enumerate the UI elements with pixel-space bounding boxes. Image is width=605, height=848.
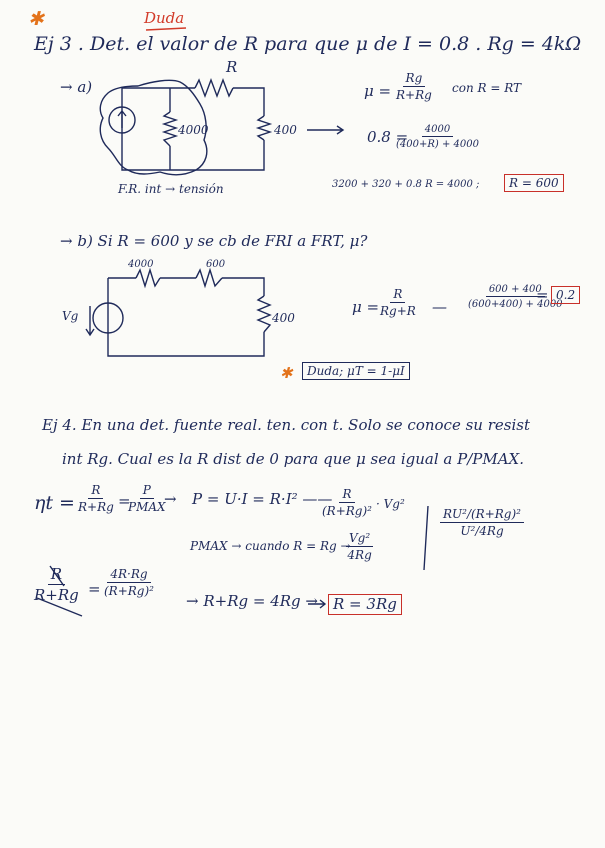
p-frac-den: (R+Rg)² <box>322 504 372 519</box>
arrow-to-formula-a <box>307 126 343 134</box>
duda-underline <box>146 28 186 30</box>
eta-f1-den: R+Rg <box>78 500 114 515</box>
current-source-arrow <box>118 111 126 128</box>
duda-title: Duda <box>144 9 185 27</box>
final-left-num: R <box>48 566 65 585</box>
frint-caption: F.R. int → tensión <box>118 182 224 196</box>
mu-b-dash: — <box>432 298 447 316</box>
eta-frac-2 <box>128 484 166 514</box>
p-frac-num: R <box>339 488 354 503</box>
duda-note-box: Duda; μT = 1-μI <box>302 362 410 380</box>
ej3-statement: Ej 3 . Det. el valor de R para que μ de I = 0.8 . Rg = 4kΩ <box>34 33 582 55</box>
mu-a-lhs: μ = <box>364 82 392 100</box>
resistor-600b-zigzag <box>196 270 222 286</box>
resistor-400-label: 400 <box>274 123 297 137</box>
eta-f2-den: PMAX <box>128 500 166 515</box>
solve-a-line: 3200 + 320 + 0.8 R = 4000 ; <box>332 179 480 190</box>
eta-eq: = <box>118 492 131 510</box>
resistor-400b-zigzag <box>258 296 270 332</box>
final-right-frac <box>104 568 154 598</box>
part-a-label: → a) <box>60 78 93 96</box>
final-right-num: 4R·Rg <box>107 568 150 583</box>
eq-a-num: 4000 <box>422 124 453 137</box>
eta-lhs: ηt = <box>34 492 75 514</box>
mu-a-den: R+Rg <box>396 88 432 103</box>
resistor-4000b-zigzag <box>136 270 160 286</box>
resistor-400-zigzag <box>258 116 270 140</box>
pmax-frac <box>346 532 373 562</box>
ej4-line1: Ej 4. En una det. fuente real. ten. con t. Solo se conoce su resist <box>42 416 530 434</box>
final-right-den: (R+Rg)² <box>104 584 154 599</box>
final-chain: → R+Rg = 4Rg → <box>186 592 318 610</box>
resistor-600b-label: 600 <box>206 259 226 270</box>
eq-a-den: (400+R) + 4000 <box>396 139 479 150</box>
star-mark: ✱ <box>28 8 44 30</box>
resistor-4000b-label: 4000 <box>128 259 154 270</box>
mu-b-den: Rg+R <box>380 304 416 319</box>
eta-arrow: → <box>164 490 177 508</box>
eta-frac-1 <box>78 484 114 514</box>
vg-label: Vg <box>62 309 79 323</box>
con-r-rt: con R = RT <box>452 81 522 95</box>
eq-a-fraction <box>396 124 479 150</box>
p-eq-line: P = U·I = R·I² —— <box>192 490 333 508</box>
answer-b-box: 0.2 <box>551 286 580 304</box>
resistor-4000-label: 4000 <box>178 123 209 137</box>
big-frac <box>440 508 524 538</box>
val-b-eq: = <box>536 286 549 304</box>
eta-f2-num: P <box>140 484 154 499</box>
mu-b-fraction <box>380 288 416 318</box>
big-frac-num: RU²/(R+Rg)² <box>440 508 524 523</box>
final-left-frac <box>34 566 79 603</box>
eta-f1-num: R <box>88 484 103 499</box>
pmax-num: Vg² <box>346 532 373 547</box>
eq-a-lhs: 0.8 = <box>367 128 409 146</box>
pmax-den: 4Rg <box>347 548 372 563</box>
resistor-400b-label: 400 <box>272 311 295 325</box>
mu-a-fraction <box>396 72 432 102</box>
bracket-line <box>424 506 428 570</box>
times-vg: · Vg² <box>376 497 405 511</box>
final-left-den: R+Rg <box>34 585 79 604</box>
star-mark-2: ✱ <box>280 364 293 382</box>
p-frac <box>322 488 372 518</box>
final-answer-box: R = 3Rg <box>328 594 402 615</box>
part-b-statement: → b) Si R = 600 y se cb de FRI a FRT, μ? <box>60 232 368 250</box>
ej4-line2: int Rg. Cual es la R dist de 0 para que μ sea igual a P/PMAX. <box>62 450 524 468</box>
val-b-num: 600 + 400 <box>486 284 545 297</box>
mu-a-num: Rg <box>403 72 426 87</box>
resistor-4000-zigzag <box>164 112 176 146</box>
mu-b-lhs: μ = <box>352 298 380 316</box>
resistor-r-zigzag <box>195 80 233 96</box>
circuit-b-wires <box>108 278 264 356</box>
final-eq: = <box>88 580 101 598</box>
answer-a-box: R = 600 <box>504 174 564 192</box>
val-b-den: (600+400) + 4000 <box>468 299 563 310</box>
resistor-r-label: R <box>226 58 238 76</box>
mu-b-num: R <box>390 288 405 303</box>
big-frac-den: U²/4Rg <box>460 524 504 539</box>
pmax-line: PMAX → cuando R = Rg → <box>190 539 351 553</box>
